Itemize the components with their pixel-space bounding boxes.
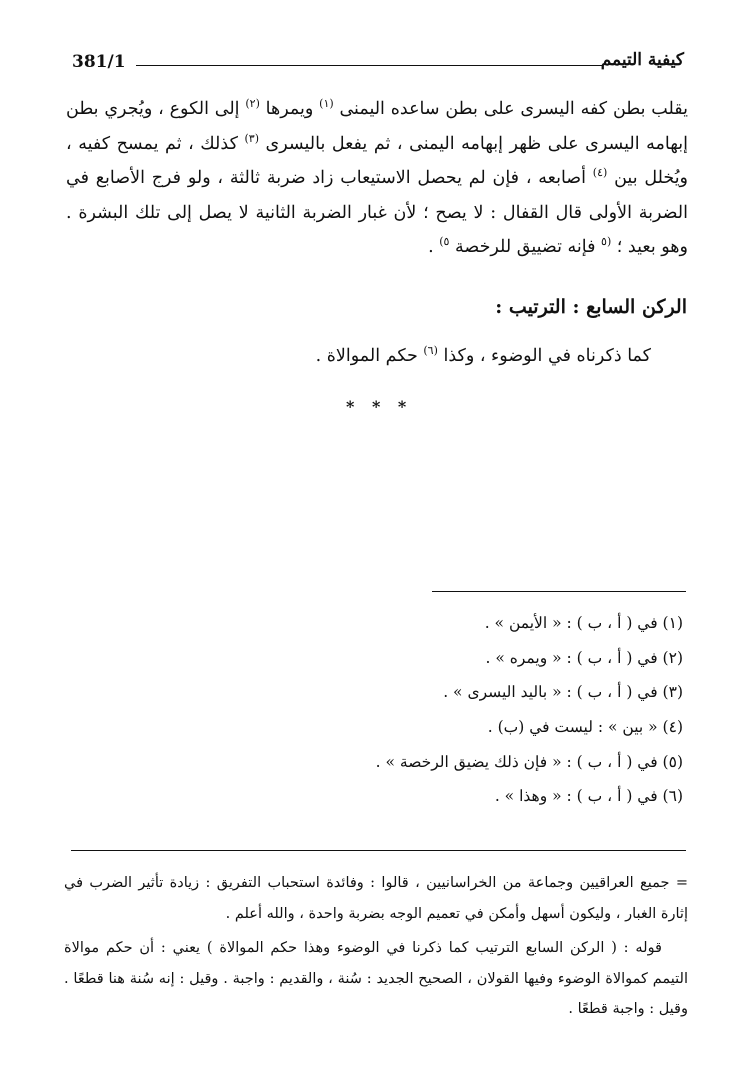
text-run: كما ذكرناه في الوضوء ، وكذا <box>437 346 651 366</box>
footnote-ref-6: (٦) <box>423 344 438 358</box>
section-end-stars: * * * <box>346 397 413 416</box>
text-run: يقلب بطن كفه اليسرى على بطن ساعده اليمنى <box>333 99 688 119</box>
text-run: حكم الموالاة . <box>315 346 424 366</box>
text-run: . <box>428 237 440 258</box>
footnote-ref-2: (٢) <box>245 97 260 111</box>
footnote-rule <box>432 591 686 592</box>
text-run: فإنه تضييق للرخصة <box>449 237 602 258</box>
commentary-rule <box>71 850 686 851</box>
text-run: كذلك ، ثم يمسح كفيه ، ويُخلل بين <box>66 133 689 189</box>
section-text <box>316 346 651 366</box>
footnote-ref-3: (٣) <box>244 131 259 145</box>
footnote-item: (٤) « بين » : ليست في (ب) . <box>487 718 683 737</box>
footnote-list <box>376 612 683 820</box>
header-rule <box>136 65 602 66</box>
footnote-ref-4: (٤) <box>592 166 608 180</box>
commentary-paragraph: قوله : ( الركن السابع الترتيب كما ذكرنا في الوضوء وهذا حكم الموالاة ) يعني : أن حكم موالاة التيمم كموالاة الوضوء وفيها القولان ، الصحيح الجديد : سُنة ، والقديم : واجبة . وقيل : إنه سُنة هنا قطعًا . وقيل : واجبة قطعًا . <box>64 940 688 1017</box>
commentary <box>64 868 688 1025</box>
text-run: إلى الكوع ، ويُجري بطن إبهامه اليسرى على ظهر إبهامه اليمنى ، ثم يفعل باليسرى <box>66 99 689 154</box>
running-header <box>72 48 684 78</box>
text-run: أصابعه ، فإن لم يحصل الاستيعاب زاد ضربة ثالثة ، ولو فرج الأصابع في الضربة الأولى قال القفال : لا يصح ؛ لأن غبار الضربة الثانية لا يصل إلى تلك البشرة . وهو بعيد ؛ <box>66 168 688 258</box>
footnote-item: (٣) في ( أ ، ب ) : « باليد اليسرى » . <box>443 683 683 702</box>
page-number: 381/1 <box>72 52 126 72</box>
footnote-item: (٢) في ( أ ، ب ) : « ويمره » . <box>485 648 683 667</box>
footnote-item: (١) في ( أ ، ب ) : « الأيمن » . <box>484 614 683 632</box>
footnote-ref-1: (١) <box>319 97 334 111</box>
text-run: ويمرها <box>259 99 320 119</box>
footnote-ref-5-open: (٥ <box>601 235 612 249</box>
section-heading: الركن السابع : الترتيب : <box>495 296 687 318</box>
footnote-item: (٦) في ( أ ، ب ) : « وهذا » . <box>494 787 683 806</box>
footnote-ref-5-close: ٥) <box>439 235 450 249</box>
commentary-paragraph: = جميع العراقيين وجماعة من الخراسانيين ، قالوا : وفائدة استحباب التفريق : زيادة تأثير الضرب في إثارة الغبار ، وليكون أسهل وأمكن في تعميم الوجه بضربة واحدة ، والله أعلم . <box>64 875 688 922</box>
main-text <box>66 92 688 265</box>
main-paragraph <box>66 92 688 265</box>
footnote-item: (٥) في ( أ ، ب ) : « فإن ذلك يضيق الرخصة » . <box>375 752 683 771</box>
running-title: كيفية التيمم <box>600 50 684 70</box>
